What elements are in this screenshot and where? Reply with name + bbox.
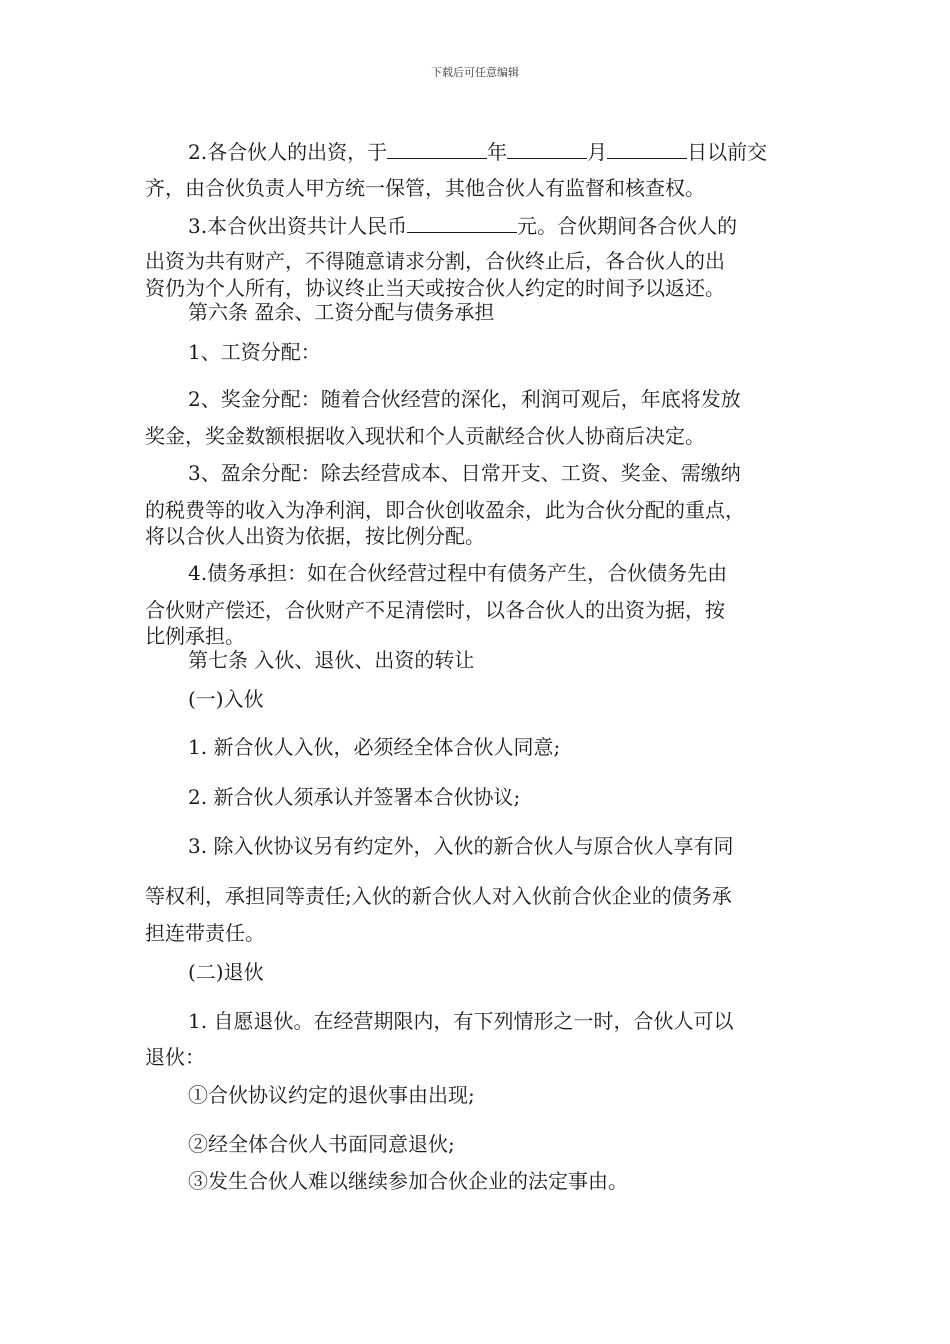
article-6-item-2-line-2: 奖金，奖金数额根据收入现状和个人贡献经合伙人协商后决定。 [145, 424, 705, 448]
article-6-title: 第六条 盈余、工资分配与债务承担 [188, 300, 495, 324]
article-6-item-3-line-1: 3、盈余分配：除去经营成本、日常开支、工资、奖金、需缴纳 [188, 461, 741, 485]
amount-blank[interactable] [407, 212, 517, 233]
exit-condition-2: ②经全体合伙人书面同意退伙; [188, 1132, 455, 1156]
join-item-3-line-1: 3. 除入伙协议另有约定外，入伙的新合伙人与原合伙人享有同 [188, 834, 734, 858]
exit-item-1-line-2: 退伙： [145, 1045, 205, 1069]
exit-condition-3: ③发生合伙人难以继续参加合伙企业的法定事由。 [188, 1169, 628, 1193]
join-item-2: 2. 新合伙人须承认并签署本合伙协议; [188, 785, 521, 809]
join-heading: (一)入伙 [188, 687, 264, 711]
year-blank[interactable] [387, 138, 487, 159]
join-item-3-line-2: 等权利，承担同等责任;入伙的新合伙人对入伙前合伙企业的债务承 [145, 884, 732, 908]
join-item-3-line-3: 担连带责任。 [145, 921, 265, 945]
exit-heading: (二)退伙 [188, 960, 264, 984]
exit-condition-1: ①合伙协议约定的退伙事由出现; [188, 1083, 475, 1107]
article-7-title: 第七条 入伙、退伙、出资的转让 [188, 648, 475, 672]
article-6-item-1: 1、工资分配： [188, 340, 321, 364]
article-6-item-4-line-3: 比例承担。 [145, 624, 245, 648]
clause-5-2-line-2: 齐，由合伙负责人甲方统一保管，其他合伙人有监督和核查权。 [145, 176, 705, 200]
article-6-item-4-line-1: 4.债务承担：如在合伙经营过程中有债务产生，合伙债务先由 [188, 561, 728, 585]
day-blank[interactable] [607, 138, 687, 159]
clause-5-2-line-1: 2.各合伙人的出资，于 年 月 日以前交 [188, 140, 768, 164]
clause-5-3-line-1: 3.本合伙出资共计人民币 元。合伙期间各合伙人的 [188, 214, 738, 238]
article-6-item-4-line-2: 合伙财产偿还，合伙财产不足清偿时，以各合伙人的出资为据，按 [145, 598, 725, 622]
clause-5-3-line-2: 出资为共有财产，不得随意请求分割，合伙终止后，各合伙人的出 [145, 249, 725, 273]
clause-5-3-line-3: 资仍为个人所有，协议终止当天或按合伙人约定的时间予以返还。 [145, 276, 725, 300]
article-6-item-3-line-3: 将以合伙人出资为依据，按比例分配。 [145, 524, 485, 548]
exit-item-1-line-1: 1. 自愿退伙。在经营期限内，有下列情形之一时，合伙人可以 [188, 1009, 734, 1033]
page-header-note: 下载后可任意编辑 [431, 66, 519, 79]
article-6-item-3-line-2: 的税费等的收入为净利润，即合伙创收盈余，此为合伙分配的重点， [145, 498, 745, 522]
month-blank[interactable] [507, 138, 587, 159]
article-6-item-2-line-1: 2、奖金分配：随着合伙经营的深化，利润可观后，年底将发放 [188, 387, 741, 411]
join-item-1: 1. 新合伙人入伙，必须经全体合伙人同意; [188, 735, 561, 759]
